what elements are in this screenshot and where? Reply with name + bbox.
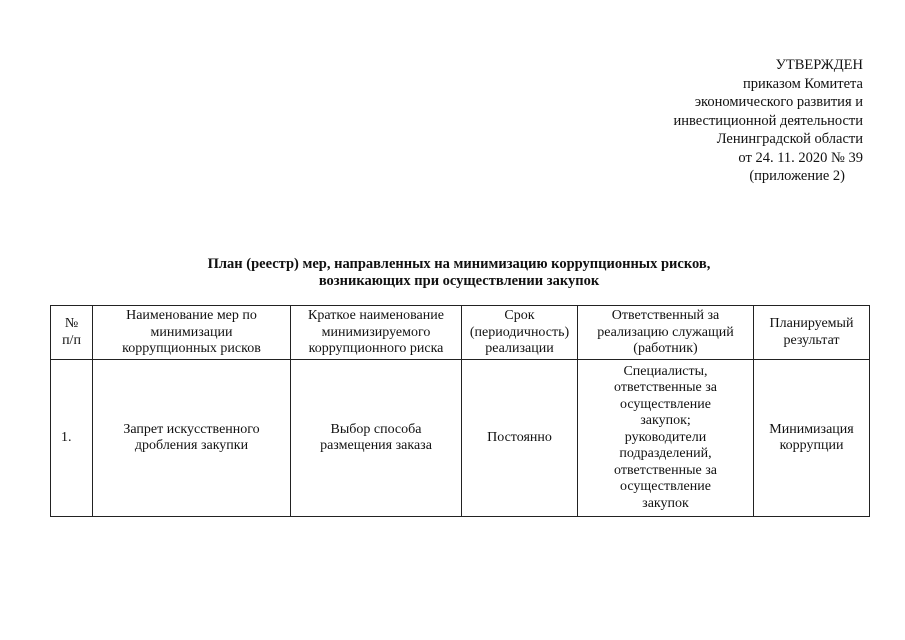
approval-title: УТВЕРЖДЕН — [775, 57, 863, 73]
approval-line-2: экономического развития и — [694, 94, 863, 110]
approval-stamp — [603, 56, 863, 186]
header-risk-name: Краткое наименование минимизируемого коррупционного риска — [291, 306, 462, 360]
row-measure-name: Запрет искусственного дробления закупки — [93, 360, 291, 517]
document-title-line-2: возникающих при осуществлении закупок — [318, 273, 600, 289]
table-row — [51, 360, 870, 517]
approval-appendix: (приложение 2) — [749, 168, 845, 184]
document-title-line-1: План (реестр) мер, направленных на минимизацию коррупционных рисков, — [207, 256, 711, 272]
approval-order-number: от 24. 11. 2020 № 39 — [738, 149, 863, 166]
approval-line-3: инвестиционной деятельности — [673, 112, 863, 129]
header-measure-name: Наименование мер по минимизации коррупционных рисков — [93, 306, 291, 360]
header-planned-result: Планируемый результат — [754, 306, 870, 360]
document-title — [50, 256, 868, 290]
row-responsible: Специалисты, ответственные за осуществление закупок; руководители подразделений, ответственные за осуществление закупок — [578, 360, 754, 517]
header-deadline: Срок (периодичность) реализации — [462, 306, 578, 360]
measures-table — [50, 305, 870, 517]
row-risk-name: Выбор способа размещения заказа — [291, 360, 462, 517]
header-responsible: Ответственный за реализацию служащий (работник) — [578, 306, 754, 360]
row-planned-result: Минимизация коррупции — [754, 360, 870, 517]
row-deadline: Постоянно — [462, 360, 578, 517]
header-number: № п/п — [51, 306, 93, 360]
approval-line-4: Ленинградской области — [716, 131, 863, 147]
table-header-row — [51, 306, 870, 360]
row-number: 1. — [51, 360, 93, 517]
approval-line-1: приказом Комитета — [742, 75, 863, 92]
